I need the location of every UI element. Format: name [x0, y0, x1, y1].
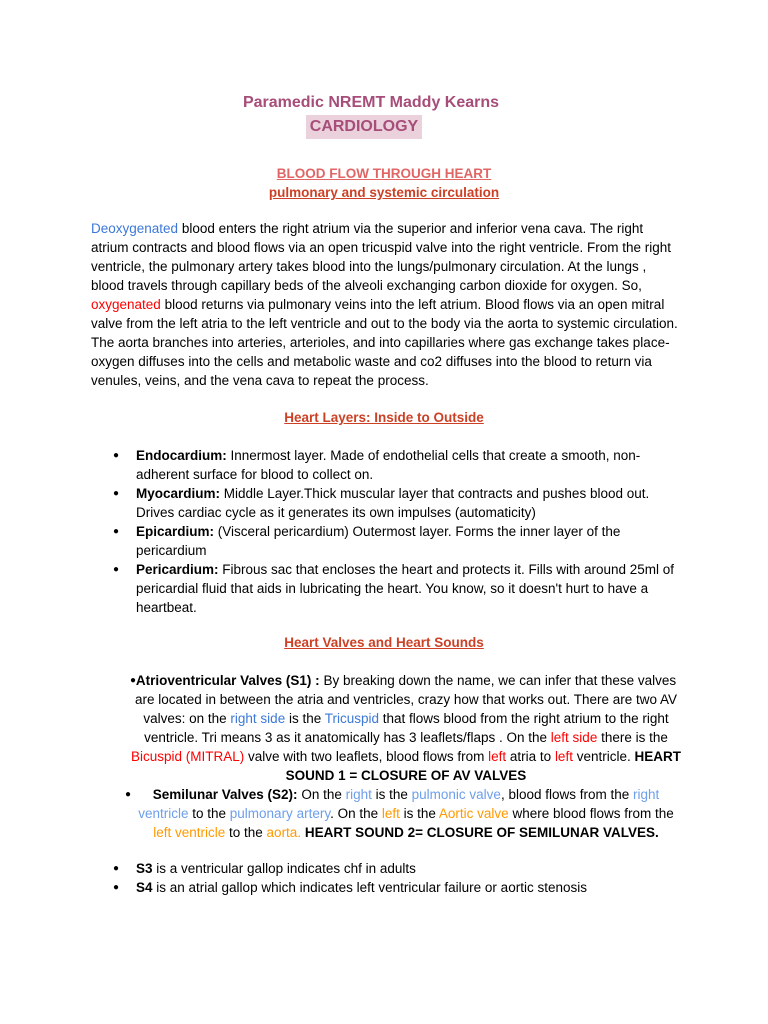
layer-text: (Visceral pericardium) Outermost layer. Forms the inner layer of the pericardium: [136, 524, 621, 558]
sl-text: . On the: [330, 806, 382, 821]
sl-text: where blood flows from the: [508, 806, 674, 821]
list-item: [91, 878, 681, 897]
av-left-side: left side: [550, 730, 598, 745]
av-right-side: right side: [230, 711, 286, 726]
bullet-icon: ●: [130, 675, 137, 686]
sl-pulmonary-artery: pulmonary artery: [229, 806, 331, 821]
sl-heart-sound: HEART SOUND 2= CLOSURE OF SEMILUNAR VALVES.: [304, 825, 659, 840]
list-item: [91, 859, 681, 878]
blood-flow-subheading: pulmonary and systemic circulation: [268, 185, 500, 200]
av-text: there is the: [597, 730, 668, 745]
document-subtitle: CARDIOLOGY: [306, 115, 422, 139]
layer-text: Fibrous sac that encloses the heart and protects it. Fills with around 25ml of pericardial fluid that aids in lubricating the heart. You know, so it doesn't hurt to have a heartbeat.: [136, 562, 675, 615]
sl-text: On the: [297, 787, 346, 802]
av-valves-item: [91, 671, 681, 785]
blood-flow-text-1: blood enters the right atrium via the superior and inferior vena cava. The right atrium contracts and blood flows via an open tricuspid valve into the right ventricle. From the right ventricle, the pulmonary artery takes blood into the lungs/pulmonary circulation. At the lungs , blood travels through capillary beds of the alveoli exchanging carbon dioxide for oxygen. So,: [91, 221, 672, 293]
layer-term: Endocardium:: [136, 448, 227, 463]
list-item: [91, 522, 681, 560]
sl-aorta: aorta.: [266, 825, 302, 840]
av-heart-sound: HEART SOUND 1 = CLOSURE OF AV VALVES: [285, 749, 681, 783]
layer-term: Myocardium:: [136, 486, 221, 501]
av-text: ventricle.: [572, 749, 635, 764]
semilunar-valves-item: [91, 785, 681, 842]
sl-left-ventricle: left ventricle: [153, 825, 226, 840]
sl-aortic: Aortic valve: [438, 806, 509, 821]
sl-right: right: [345, 787, 372, 802]
sl-left: left: [381, 806, 400, 821]
av-left: left: [488, 749, 507, 764]
sl-text: to the: [188, 806, 230, 821]
av-text: is the: [285, 711, 325, 726]
sl-right-ventricle: right ventricle: [138, 787, 660, 821]
av-text: atria to: [506, 749, 555, 764]
gallops-list: [91, 859, 681, 897]
sl-pulmonic: pulmonic valve: [411, 787, 501, 802]
layers-list: [91, 446, 681, 617]
valves-list: [91, 671, 681, 842]
valves-heading: Heart Valves and Heart Sounds: [284, 635, 484, 650]
av-term: Atrioventricular Valves (S1) :: [135, 673, 320, 688]
oxygenated-term: oxygenated: [91, 297, 161, 312]
blood-flow-paragraph: [91, 219, 681, 390]
sl-text: , blood flows from the: [500, 787, 633, 802]
sl-text: to the: [225, 825, 267, 840]
layer-text: Innermost layer. Made of endothelial cells that create a smooth, non-adherent surface for blood to collect on.: [136, 448, 641, 482]
list-item: [91, 484, 681, 522]
gallop-text: is a ventricular gallop indicates chf in adults: [152, 861, 416, 876]
title-block: [0, 91, 768, 139]
av-text: that flows blood from the right atrium to the right ventricle. Tri means 3 as it anatomically has 3 leaflets/flaps . On the: [144, 711, 669, 745]
gallop-term: S4: [136, 880, 153, 895]
sl-text: is the: [371, 787, 412, 802]
layer-term: Pericardium:: [136, 562, 219, 577]
av-text: valve with two leaflets, blood flows from: [244, 749, 489, 764]
sl-term: Semilunar Valves (S2):: [152, 787, 298, 802]
av-tricuspid: Tricuspid: [324, 711, 379, 726]
bullet-icon: ●: [125, 789, 132, 800]
av-left: left: [554, 749, 573, 764]
gallop-term: S3: [136, 861, 153, 876]
av-text: By breaking down the name, we can infer that these valves are located in between the atria and ventricles, crazy how that works out. There are two AV valves: on the: [134, 673, 678, 726]
blood-flow-heading: BLOOD FLOW THROUGH HEART: [276, 166, 492, 181]
layer-term: Epicardium:: [136, 524, 215, 539]
deoxygenated-term: Deoxygenated: [91, 221, 179, 236]
layer-text: Middle Layer.Thick muscular layer that contracts and pushes blood out. Drives cardiac cycle as it generates its own impulses (automaticity): [136, 486, 650, 520]
blood-flow-text-2: blood returns via pulmonary veins into the left atrium. Blood flows via an open mitral valve from the left atria to the left ventricle and out to the body via the aorta to systemic circulation. The aorta branches into arteries, arterioles, and into capillaries where gas exchange takes place- oxygen diffuses into the cells and metabolic waste and co2 diffuses into the blood to return via venules, veins, and the vena cava to repeat the process.: [91, 297, 678, 388]
sl-text: is the: [399, 806, 439, 821]
document-title: Paramedic NREMT Maddy Kearns: [242, 94, 500, 111]
gallop-text: is an atrial gallop which indicates left ventricular failure or aortic stenosis: [152, 880, 587, 895]
list-item: [91, 560, 681, 617]
layers-heading: Heart Layers: Inside to Outside: [284, 410, 484, 425]
list-item: [91, 446, 681, 484]
av-bicuspid: Bicuspid (MITRAL): [131, 749, 245, 764]
